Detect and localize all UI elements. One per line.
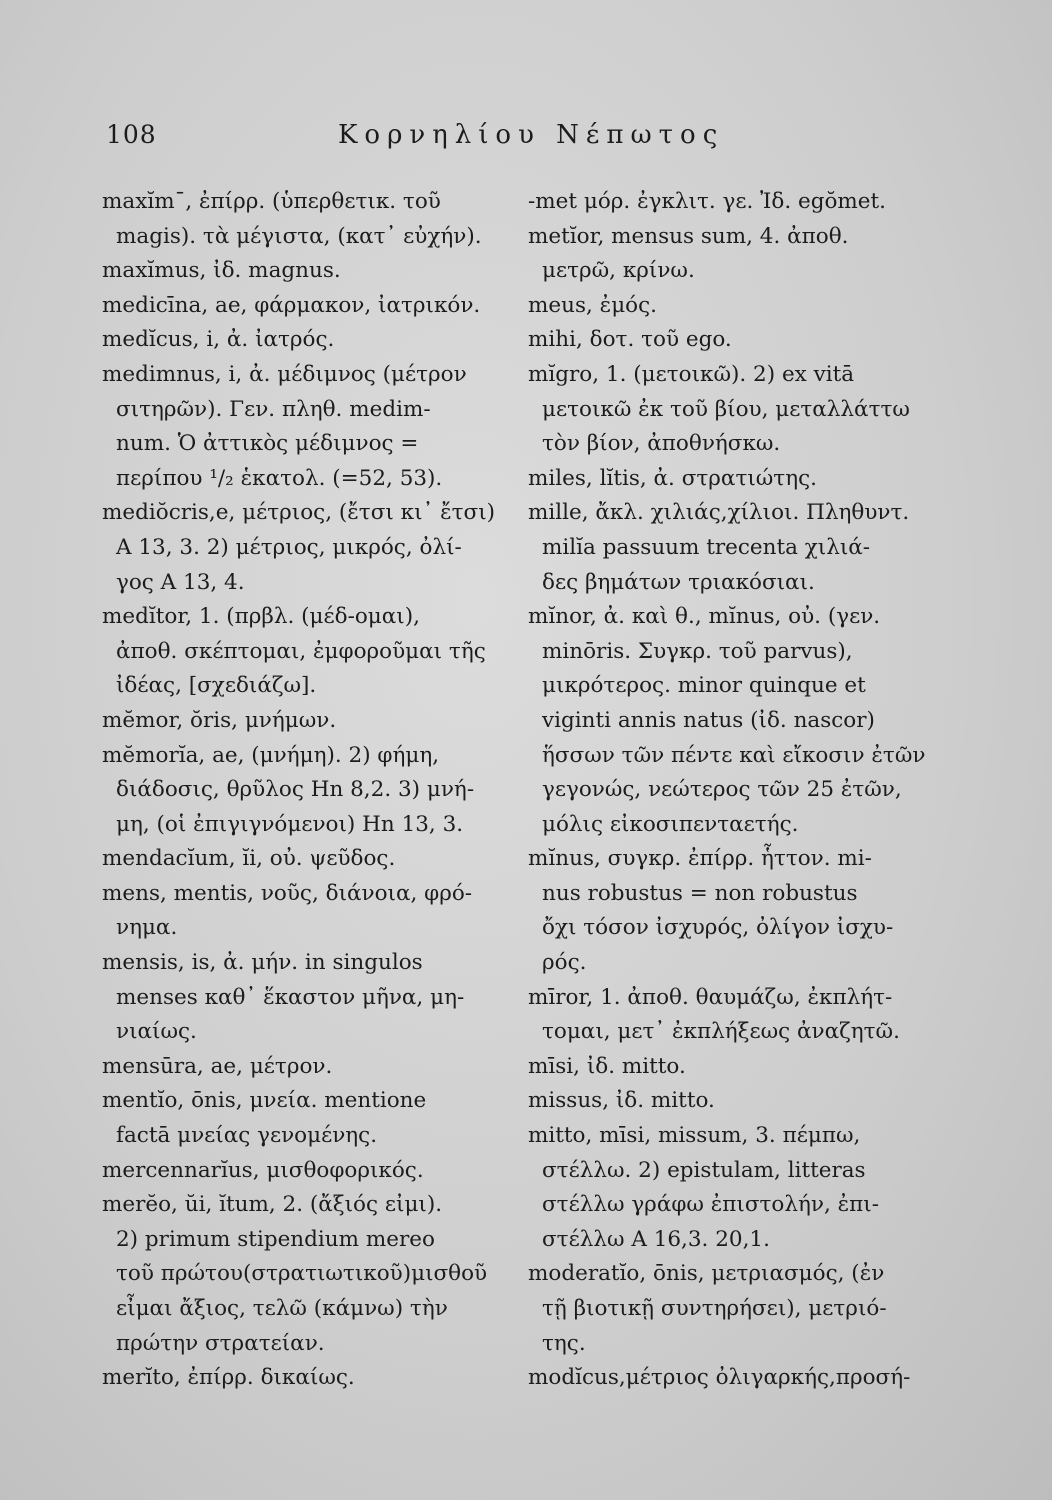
entry-line: mediŏcris,e, μέτριος, (ἔτσι κι᾽ ἔτσι) (102, 500, 496, 526)
entry-line: mens, mentis, νοῦς, διάνοια, φρό- (102, 880, 473, 906)
entry-continuation-line: magis). τὰ μέγιστα, (κατ᾽ εὐχήν). (116, 223, 482, 249)
entry-line: mentĭo, ōnis, μνεία. mentione (102, 1088, 427, 1114)
entry-continuation-line: milĭa passuum trecenta χιλιά- (542, 534, 871, 560)
entry-line: mīsi, ἰδ. mitto. (528, 1053, 686, 1079)
entry-line: mensūra, ae, μέτρον. (102, 1053, 333, 1079)
entry-continuation-line: τομαι, μετ᾽ ἐκπλήξεως ἀναζητῶ. (542, 1019, 900, 1045)
entry-line: mīror, 1. ἀποθ. θαυμάζω, ἐκπλήτ- (528, 984, 893, 1010)
running-title: Κορνηλίου Νέπωτος (338, 120, 725, 150)
entry-line: mĭgro, 1. (μετοικῶ). 2) ex vitā (528, 361, 855, 387)
entry-line: maxĭm¯, ἐπίρρ. (ὑπερθετικ. τοῦ (102, 189, 441, 214)
entry-continuation-line: τῇ βιοτικῇ συντηρήσει), μετριό- (542, 1296, 887, 1321)
entry-continuation-line: ἰδέας, [σχεδιάζω]. (116, 673, 317, 699)
entry-continuation-line: γος A 13, 4. (116, 569, 245, 595)
entry-continuation-line: μόλις εἰκοσιπενταετής. (542, 811, 799, 837)
entry-continuation-line: δες βημάτων τριακόσιαι. (542, 569, 815, 595)
entry-continuation-line: ὄχι τόσον ἰσχυρός, ὀλίγον ἰσχυ- (542, 915, 894, 941)
entry-continuation-line: τὸν βίον, ἀποθνήσκω. (542, 431, 781, 457)
right-column (528, 185, 966, 1396)
entry-line: mihi, δοτ. τοῦ ego. (528, 327, 732, 353)
entry-continuation-line: στέλλω A 16,3. 20,1. (542, 1226, 770, 1252)
entry-continuation-line: γεγονώς, νεώτερος τῶν 25 ἐτῶν, (542, 777, 902, 803)
entry-continuation-line: πρώτην στρατείαν. (116, 1330, 325, 1356)
entry-continuation-line: διάδοσις, θρῦλος Hn 8,2. 3) μνή- (116, 777, 475, 803)
entry-continuation-line: A 13, 3. 2) μέτριος, μικρός, ὀλί- (116, 534, 462, 560)
entry-continuation-line: σιτηρῶν). Γεν. πληθ. medim- (116, 396, 431, 422)
entry-line: medimnus, i, ἀ. μέδιμνος (μέτρον (102, 361, 467, 387)
entry-line: modĭcus,μέτριος ὀλιγαρκής,προσή- (528, 1365, 911, 1391)
entry-continuation-line: της. (542, 1330, 586, 1356)
entry-continuation-line: μετρῶ, κρίνω. (542, 258, 695, 284)
entry-line: merĭto, ἐπίρρ. δικαίως. (102, 1365, 355, 1391)
entry-line: mĭnus, συγκρ. ἐπίρρ. ἧττον. mi- (528, 846, 872, 872)
entry-line: merĕo, ŭi, ĭtum, 2. (ἄξιός εἰμι). (102, 1192, 443, 1218)
entry-continuation-line: ρός. (542, 950, 587, 976)
entry-continuation-line: viginti annis natus (ἰδ. nascor) (542, 707, 875, 733)
entry-line: metĭor, mensus sum, 4. ἀποθ. (528, 223, 849, 249)
entry-continuation-line: στέλλω γράφω ἐπιστολήν, ἐπι- (542, 1192, 879, 1218)
entry-continuation-line: μη, (οἱ ἐπιγιγνόμενοι) Hn 13, 3. (116, 811, 464, 837)
entry-continuation-line: περίπου ¹/₂ ἑκατολ. (=52, 53). (116, 465, 443, 491)
entry-line: mĕmor, ŏris, μνήμων. (102, 707, 337, 733)
entry-continuation-line: 2) primum stipendium mereo (116, 1226, 435, 1252)
page-header (106, 120, 746, 160)
entry-continuation-line: στέλλω. 2) epistulam, litteras (542, 1157, 866, 1183)
entry-continuation-line: minōris. Συγκρ. τοῦ parvus), (542, 638, 853, 664)
entry-continuation-line: factā μνείας γενομένης. (116, 1123, 378, 1149)
entry-continuation-line: ἥσσων τῶν πέντε καὶ εἴκοσιν ἐτῶν (542, 742, 926, 768)
entry-continuation-line: μετοικῶ ἐκ τοῦ βίου, μεταλλάττω (542, 396, 910, 422)
entry-continuation-line: ἀποθ. σκέπτομαι, ἐμφοροῦμαι τῆς (116, 638, 486, 664)
entry-continuation-line: νημα. (116, 915, 178, 941)
entry-continuation-line: εἶμαι ἄξιος, τελῶ (κάμνω) τὴν (116, 1296, 448, 1321)
entry-line: mĭnor, ἀ. καὶ θ., mĭnus, οὐ. (γεν. (528, 604, 881, 630)
entry-continuation-line: menses καθ᾽ ἕκαστον μῆνα, μη- (116, 984, 465, 1010)
entry-line: medĭcus, i, ἀ. ἰατρός. (102, 327, 335, 353)
entry-line: mercennarĭus, μισθοφορικός. (102, 1157, 424, 1183)
entry-continuation-line: num. Ὁ ἀττικὸς μέδιμνος = (116, 431, 419, 457)
entry-line: medicīna, ae, φάρμακον, ἰατρικόν. (102, 292, 481, 318)
entry-line: -met μόρ. ἐγκλιτ. γε. Ἰδ. egŏmet. (528, 189, 887, 214)
entry-line: miles, lĭtis, ἀ. στρατιώτης. (528, 465, 817, 491)
entry-continuation-line: nus robustus = non robustus (542, 880, 858, 906)
entry-line: mensis, is, ἀ. μήν. in singulos (102, 950, 423, 976)
entry-line: mitto, mīsi, missum, 3. πέμπω, (528, 1123, 861, 1149)
entry-continuation-line: μικρότερος. minor quinque et (542, 673, 866, 699)
entry-line: moderatĭo, ōnis, μετριασμός, (ἐν (528, 1261, 885, 1287)
entry-line: meus, ἐμός. (528, 292, 657, 318)
entry-line: medĭtor, 1. (πρβλ. (μέδ-ομαι), (102, 604, 420, 630)
entry-continuation-line: νιαίως. (116, 1019, 197, 1045)
entry-continuation-line: τοῦ πρώτου(στρατιωτικοῦ)μισθοῦ (116, 1261, 488, 1287)
entry-line: mĕmorĭa, ae, (μνήμη). 2) φήμη, (102, 742, 440, 768)
entry-line: mendacĭum, ĭi, οὐ. ψεῦδος. (102, 846, 396, 872)
entry-line: maxĭmus, ἰδ. magnus. (102, 258, 341, 284)
left-column (102, 185, 514, 1396)
entry-line: mille, ἄκλ. χιλιάς,χίλιοι. Πληθυντ. (528, 500, 910, 526)
entry-line: missus, ἰδ. mitto. (528, 1088, 715, 1114)
page-number: 108 (106, 120, 157, 149)
